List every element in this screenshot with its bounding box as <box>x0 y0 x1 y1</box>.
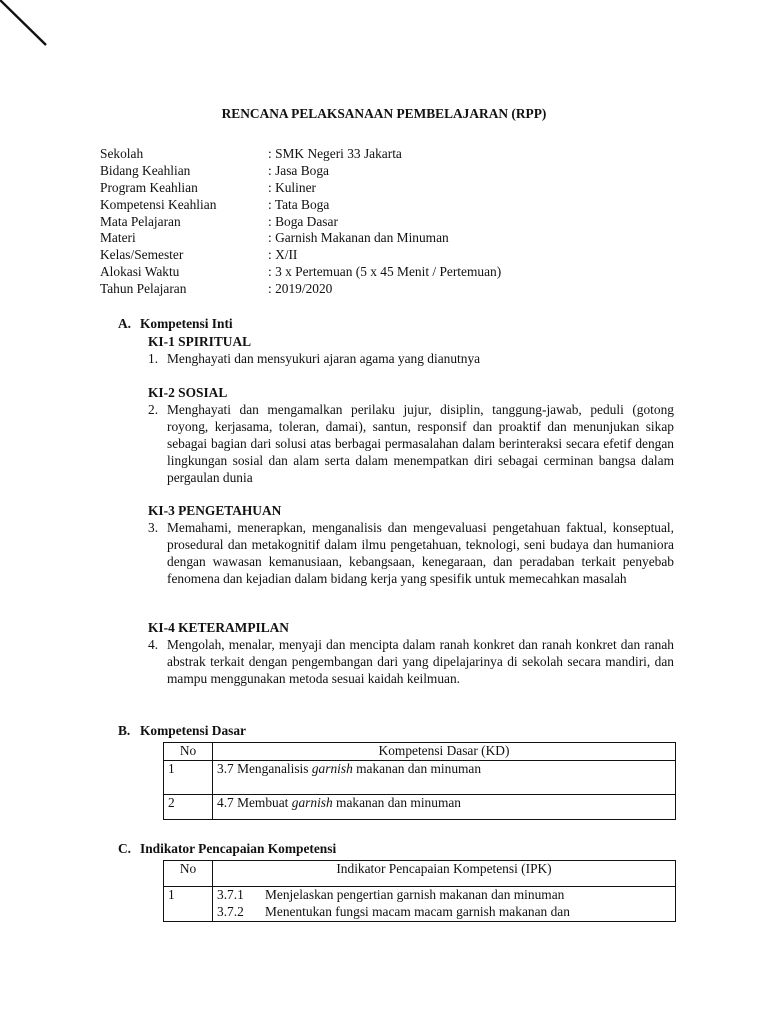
column-header-kd: Kompetensi Dasar (KD) <box>213 743 676 761</box>
info-label: Mata Pelajaran <box>100 213 181 229</box>
info-value: : Jasa Boga <box>268 162 329 178</box>
info-value: : Garnish Makanan dan Minuman <box>268 230 449 246</box>
kd-text-pre: 4.7 Membuat <box>217 794 292 810</box>
kd-text-pre: 3.7 Menganalisis <box>217 760 312 776</box>
item-text: Menghayati dan mensyukuri ajaran agama yang dianutnya <box>167 351 481 366</box>
table-row <box>164 887 676 922</box>
info-label: Kompetensi Keahlian <box>100 196 217 212</box>
ipk-code: 3.7.1 <box>217 887 244 902</box>
table-row <box>164 794 676 819</box>
section-letter: B. <box>118 723 131 738</box>
table-header-row <box>164 861 676 887</box>
item-number: 2. <box>148 402 159 417</box>
ki-3-heading: KI-3 PENGETAHUAN <box>148 503 282 518</box>
item-text: Mengolah, menalar, menyaji dan mencipta dalam ranah konkret dan ranah konkret dan ranah abstrak terkait dengan pengembangan dari yang dipelajarinya di sekolah secara mandiri, dan mampu menggunakan metoda sesuai kaidah keilmuan. <box>167 637 674 686</box>
info-label: Tahun Pelajaran <box>100 281 187 297</box>
kd-text <box>213 760 676 794</box>
kd-text <box>213 794 676 819</box>
table-header-row <box>164 743 676 761</box>
item-number: 1. <box>148 351 159 366</box>
item-number: 4. <box>148 637 159 652</box>
kd-text-post: makanan dan minuman <box>352 760 482 776</box>
kd-text-post: makanan dan minuman <box>332 794 461 810</box>
info-label: Sekolah <box>100 146 144 161</box>
info-label: Materi <box>100 230 136 246</box>
info-label: Program Keahlian <box>100 179 198 195</box>
section-letter: C. <box>118 841 132 856</box>
info-label: Alokasi Waktu <box>100 264 180 280</box>
item-text: Memahami, menerapkan, menganalisis dan mengevaluasi pengetahuan faktual, konseptual, prosedural dan metakognitif dalam ilmu pengetahuan, teknologi, seni budaya dan humaniora dengan wawasan kemanusiaan, kebangsaan, kenegaraan, dan peradaban terkait penyebab fenomena dan kejadian dalam bidang kerja yang spesifik untuk memecahkan masalah <box>167 520 674 586</box>
kd-text-em: garnish <box>311 760 353 776</box>
info-value: : Kuliner <box>268 179 316 195</box>
column-header-ipk: Indikator Pencapaian Kompetensi (IPK) <box>213 861 676 887</box>
ki-4-item <box>148 637 674 688</box>
section-title: Indikator Pencapaian Kompetensi <box>140 841 337 856</box>
info-value: : Boga Dasar <box>268 213 338 229</box>
info-value: : X/II <box>268 247 298 263</box>
ki-2-heading: KI-2 SOSIAL <box>148 385 228 400</box>
info-value: : 2019/2020 <box>268 281 333 297</box>
ipk-code: 3.7.2 <box>217 903 244 919</box>
section-c-heading <box>118 841 336 858</box>
info-value: : 3 x Pertemuan (5 x 45 Menit / Pertemuan) <box>268 264 502 280</box>
item-number: 3. <box>148 520 159 535</box>
kompetensi-dasar-table <box>163 742 676 820</box>
ipk-text: Menentukan fungsi macam macam garnish makanan dan <box>265 903 570 919</box>
info-value: : SMK Negeri 33 Jakarta <box>268 146 402 161</box>
row-number: 2 <box>164 794 213 819</box>
ki-4-heading: KI-4 KETERAMPILAN <box>148 620 289 635</box>
section-title: Kompetensi Inti <box>140 316 233 331</box>
indikator-table <box>163 860 676 922</box>
section-b-heading <box>118 723 246 740</box>
table-row <box>164 760 676 794</box>
info-value: : Tata Boga <box>268 196 330 212</box>
document-title: RENCANA PELAKSANAAN PEMBELAJARAN (RPP) <box>221 106 547 121</box>
ipk-text: Menjelaskan pengertian garnish makanan dan minuman <box>265 887 565 902</box>
column-header-no: No <box>164 743 213 761</box>
section-a-heading <box>118 316 233 333</box>
column-header-no: No <box>164 861 213 887</box>
info-label: Bidang Keahlian <box>100 162 191 178</box>
ki-2-item <box>148 402 674 487</box>
section-title: Kompetensi Dasar <box>140 723 247 738</box>
ki-1-heading: KI-1 SPIRITUAL <box>148 334 252 349</box>
info-label: Kelas/Semester <box>100 247 184 263</box>
kd-text-em: garnish <box>291 794 333 810</box>
ipk-cell <box>213 887 676 922</box>
ki-1-item <box>148 351 674 368</box>
corner-diagonal-line <box>0 0 64 64</box>
ipk-item <box>217 904 671 921</box>
ki-3-item <box>148 520 674 588</box>
item-text: Menghayati dan mengamalkan perilaku jujur, disiplin, tanggung-jawab, peduli (gotong royong, kerjasama, toleran, damai), santun, responsif dan proaktif dan menunjukan sikap sebagai bagian dari solusi atas berbagai permasalahan dalam berinteraksi secara efetif dengan lingkungan sosial dan alam serta dalam menempatkan diri sebagai cerminan bangsa dalam pergaulan dunia <box>167 402 674 485</box>
row-number: 1 <box>164 887 213 922</box>
section-letter: A. <box>118 316 132 331</box>
row-number: 1 <box>164 760 213 794</box>
ipk-item <box>217 887 671 904</box>
